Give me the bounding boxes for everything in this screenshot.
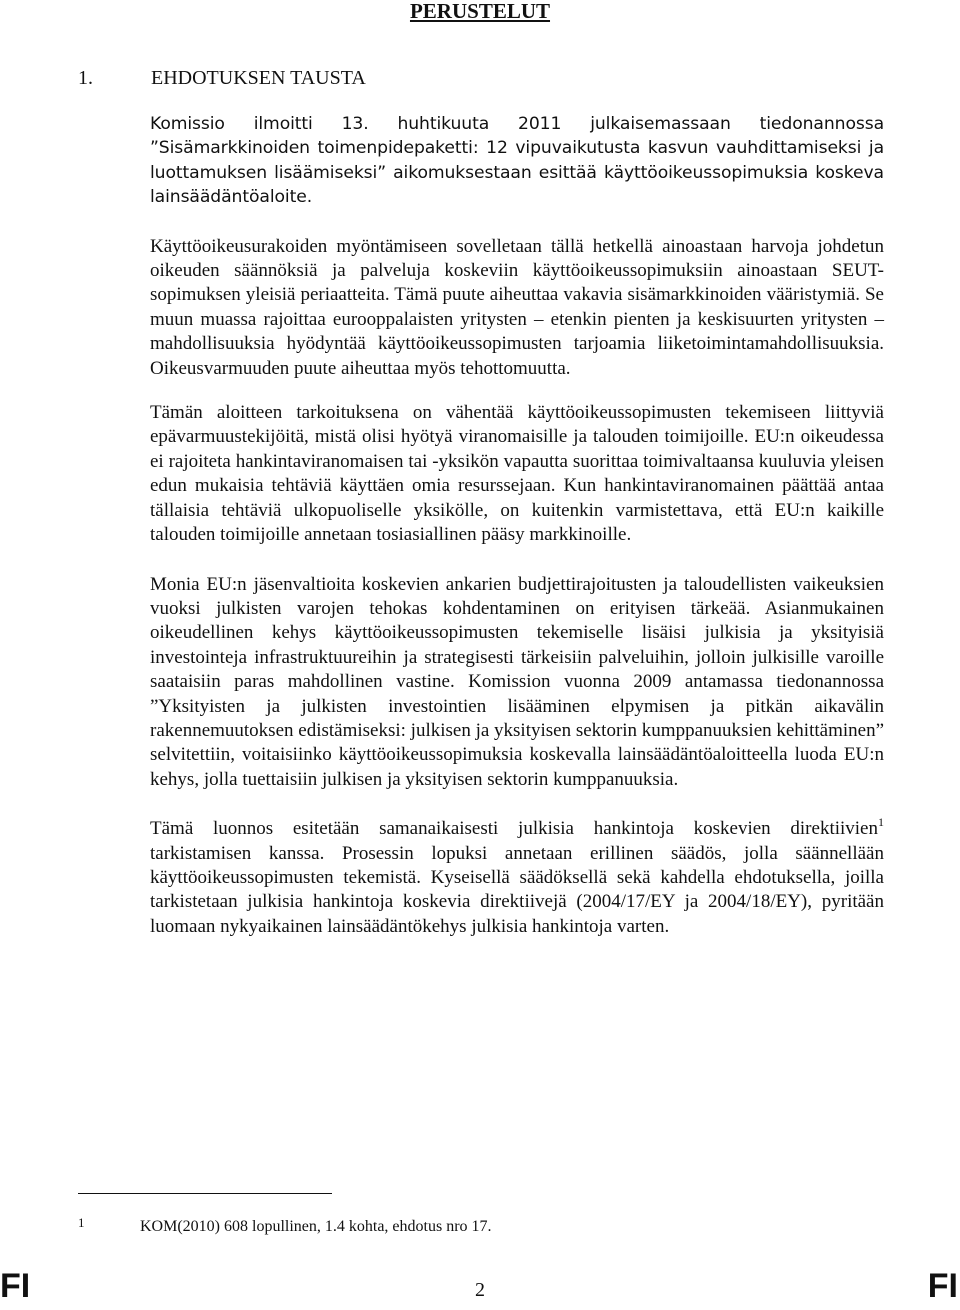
paragraph-5-rest: tarkistamisen kanssa. Prosessin lopuksi annetaan erillinen säädös, jolla säännellään käyttöoikeussopimusten tekemistä. Kyseisellä säädöksellä sekä kahdella ehdotuksella, joilla tarkistetaan julkisia hankintoja koskevia direktiivejä (2004/17/EY ja 2004/18/EY), pyritään luomaan nykyaikainen lainsäädäntökehys julkisia hankintoja varten. xyxy=(150,842,884,937)
paragraph-3: Tämän aloitteen tarkoituksena on vähentää käyttöoikeussopimusten tekemiseen liittyviä epävarmuustekijöitä, mistä olisi hyötyä viranomaisille ja talouden toimijoille. EU:n oikeudessa ei rajoiteta hankintaviranomaisen tai -yksikön vapautta suorittaa toimivaltaansa kuuluvia yleisen edun mukaisia tehtäviä käyttäen omia resurssejaan. Kun hankintaviranomainen päättää antaa tällaisia tehtäviä ulkopuoliselle yksikölle, on kuitenkin varmistettava, että EU:n kaikille talouden toimijoille annetaan tosiasiallinen pääsy markkinoille. xyxy=(150,402,884,546)
footnote-number: 1 xyxy=(78,1215,85,1230)
footnote-text: KOM(2010) 608 lopullinen, 1.4 kohta, ehdotus nro 17. xyxy=(140,1218,492,1235)
paragraph-1: Komissio ilmoitti 13. huhtikuuta 2011 julkaisemassaan tiedonannossa ”Sisämarkkinoiden toimenpidepaketti: 12 vipuvaikutusta kasvun vauhdittamiseksi ja luottamuksen lisäämiseksi” aikomuksestaan esittää käyttöoikeussopimuksia koskeva lainsäädäntöaloite. xyxy=(150,114,884,208)
section-number: 1. xyxy=(78,67,93,89)
page-number: 2 xyxy=(475,1279,485,1301)
paragraph-4: Monia EU:n jäsenvaltioita koskevien ankarien budjettirajoitusten ja taloudellisten vaikeuksien vuoksi julkisten varojen tehokas kohdentaminen on erityisen tärkeää. Asianmukainen oikeudellinen kehys käyttöoikeussopimusten tekemiselle lisäisi julkisia ja yksityisiä investointeja infrastruktuureihin ja strategisesti tärkeisiin palveluihin, jolloin julkisille varoille saataisiin paras mahdollinen vastine. Komission vuonna 2009 antamassa tiedonannossa ”Yksityisten ja julkisten investointien lisääminen elpymisen ja pitkän aikavälin rakennemuutoksen edistämiseksi: julkisen ja yksityisen sektorin kumppanuuksien kehittäminen” selvitettiin, voitaisiinko käyttöoikeussopimuksia koskevalla lainsäädäntöaloitteella luoda EU:n kehys, jolla tuettaisiin julkisen ja yksityisen sektorin kumppanuuksia. xyxy=(150,573,885,790)
footnote-reference[interactable]: 1 xyxy=(878,815,884,830)
language-code-left: FI xyxy=(0,1267,31,1305)
paragraph-5-start: Tämä luonnos esitetään samanaikaisesti julkisia hankintoja koskevien direktiivien xyxy=(150,818,878,840)
section-heading xyxy=(78,66,366,90)
paragraph-2: Käyttöoikeusurakoiden myöntämiseen sovelletaan tällä hetkellä ainoastaan harvoja johdetun oikeuden säännöksiä ja palveluja koskeviin käyttöoikeussopimuksiin ainoastaan SEUT-sopimuksen yleisiä periaatteita. Tämä puute aiheuttaa vakavia sisämarkkinoiden vääristymiä. Se muun muassa rajoittaa eurooppalaisten yritysten – etenkin pienten ja keskisuurten yritysten – mahdollisuuksia hyödyntää käyttöoikeussopimusten tarjoamia liiketoimintamahdollisuuksia. Oikeusvarmuuden puute aiheuttaa myös tehottomuutta. xyxy=(150,235,884,379)
page-header-title: PERUSTELUT xyxy=(409,0,551,23)
footnote xyxy=(78,1213,492,1237)
body-text xyxy=(150,112,884,964)
paragraph-5 xyxy=(150,817,884,939)
footnote-separator xyxy=(78,1193,332,1194)
section-title: EHDOTUKSEN TAUSTA xyxy=(151,67,366,89)
language-code-right: FI xyxy=(927,1267,958,1305)
